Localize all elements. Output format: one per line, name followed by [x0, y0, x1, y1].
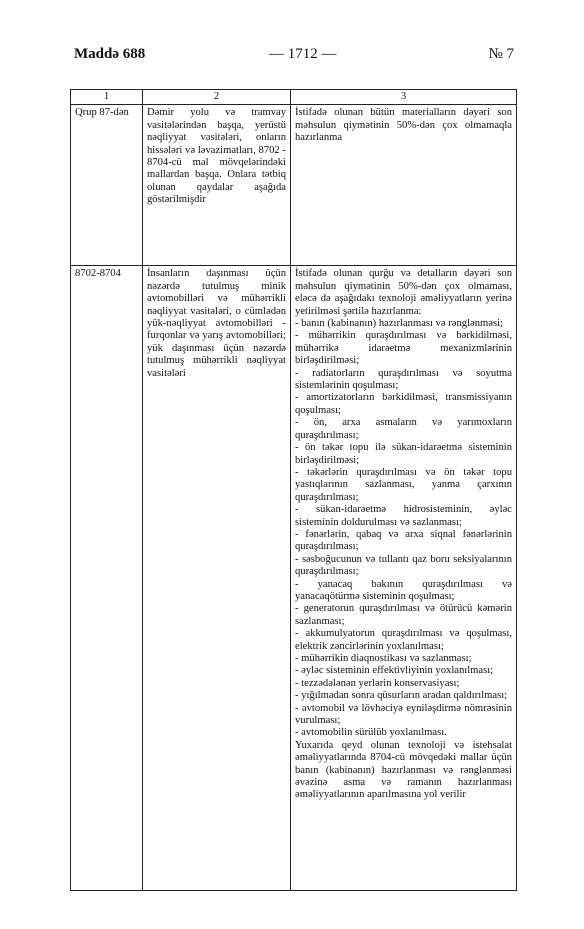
rule-item: - radiatorların quraşdırılması və soyutma sistemlərinin qoşulması; — [295, 367, 512, 392]
table-row — [71, 105, 517, 266]
column-number-2: 2 — [143, 90, 291, 105]
rule-item: - yığılmadan sonra qüsurların aradan qaldırılması; — [295, 690, 508, 702]
row-rule: İstifadə olunan bütün materialların dəyəri son məhsulun qiymətinin 50%-dən çox olmamaqla hazırlanma — [291, 105, 517, 266]
rule-item: - səsboğucunun və tullantı qaz boru seksiyalarının quraşdırılması; — [295, 553, 512, 578]
column-number-1: 1 — [71, 90, 143, 105]
issue-number: № 7 — [488, 46, 514, 62]
rule-item: - amortizatorların bərkidilməsi, transmissiyanın qoşulması; — [295, 392, 512, 416]
rule-item: - banın (kabinanın) hazırlanması və rənglənməsi; — [295, 318, 503, 330]
rule-item: - sükan-idarəetmə hidrosisteminin, əyləc sisteminin doldurulması və sazlanması; — [295, 504, 512, 528]
row-description: İnsanların daşınması üçün nəzərdə tutulmuş minik avtomobilləri və mühərrikli nəqliyyat vasitələri, o cümlədən yük-nəqliyyat avtomobilləri - furqonlar və yarış avtomobilləri; yük daşınması üçün nəzərdə tutulmuş mühərrikli nəqliyyat vasitələri — [143, 266, 291, 891]
rules-table — [70, 89, 517, 891]
rule-item: - akkumulyatorun quraşdırılması və qoşulması, elektrik zəncirlərinin yoxlanılması; — [295, 628, 512, 652]
page-number: — 1712 — — [269, 46, 337, 62]
rule-item: - tezzədələnən yerlərin konservasiyası; — [295, 677, 460, 689]
rule-item: - təkərlərin quraşdırılması və ön təkər topu yastıqlarının sazlanması, yanma çarxının quraşdırılması; — [295, 466, 512, 503]
rule-item: - əyləc sisteminin effektivliyinin yoxlanılması; — [295, 665, 494, 677]
table-row — [71, 266, 517, 891]
page-header — [74, 46, 514, 66]
rule-item: - generatorun quraşdırılması və ötürücü kəmərin sazlanması; — [295, 603, 512, 627]
rule-item: - fənərlərin, qabaq və arxa siqnal fənərlərinin quraşdırılması; — [295, 528, 512, 553]
rule-intro: İstifadə olunan qurğu və detalların dəyəri son məhsulun qiymətinin 50%-dən çox olmaması, eləcə də aşağıdakı texnoloji əməliyyatların yerinə yetirilməsi şərtilə hazırlanma: — [295, 268, 512, 317]
rule-item: - mühərrikin diaqnostikası və sazlanması; — [295, 653, 472, 664]
rule-item: - ön, arxa asmaların və yarımoxların quraşdırılması; — [295, 417, 512, 441]
row-rule — [291, 266, 517, 891]
rule-item: - avtomobilin sürülüb yoxlanılması. — [295, 727, 447, 739]
rule-item: - avtomobil və lövhəciyə eyniləşdirmə nömrəsinin vurulması; — [295, 702, 512, 727]
row-description: Dəmir yolu və tramvay vasitələrindən başqa, yerüstü nəqliyyat vasitələri, onların hissələri və ləvazimatları, 8702 - 8704-cü mal mövqelərindəki mallardan başqa. Onlara tətbiq olunan qaydalar aşağıda göstərilmişdir — [143, 105, 291, 266]
row-code: 8702-8704 — [71, 266, 143, 891]
article-label: Maddə 688 — [74, 46, 146, 62]
rule-item: - yanacaq bakının quraşdırılması və yanacaqötürmə sisteminin qoşulması; — [295, 578, 512, 602]
column-number-3: 3 — [291, 90, 517, 105]
rule-outro: Yuxarıda qeyd olunan texnoloji və istehsalat əməliyyatlarında 8704-cü mövqedəki mallar üçün banın (kabinanın) hazırlanması və rənglənməsi əvəzinə asma və ramanın hazırlanması əməliyyatlarının aparılmasına yol verilir — [295, 739, 512, 801]
column-number-row — [71, 90, 517, 105]
rule-item: - ön təkər topu ilə sükan-idarəetmə sisteminin birləşdirilməsi; — [295, 442, 512, 466]
row-code: Qrup 87-dən — [71, 105, 143, 266]
rule-item: - mühərrikin quraşdırılması və bərkidilməsi, mühərrikə idarəetmə mexanizmlərinin birləşdirilməsi; — [295, 330, 512, 367]
